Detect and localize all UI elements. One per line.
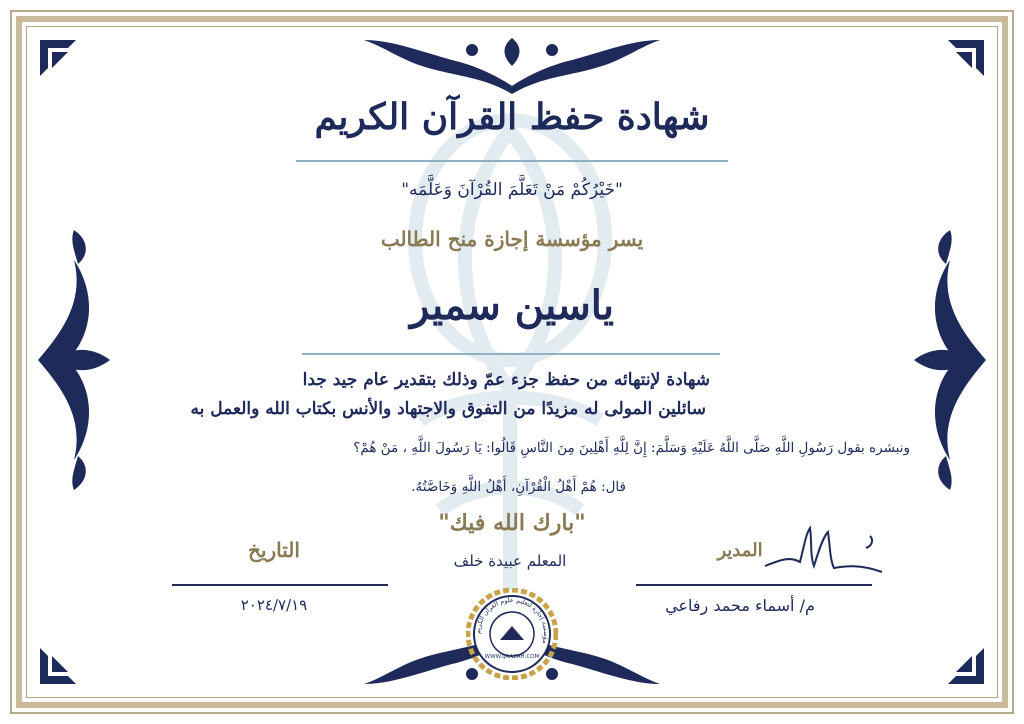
top-ornament xyxy=(362,36,662,98)
institution-seal xyxy=(466,588,558,680)
body-line-1: شهادة لإنتهائه من حفظ جزء عمّ وذلك بتقدير عام جيد جدا xyxy=(302,370,710,390)
side-ornament-left xyxy=(34,220,114,500)
student-name: ياسين سمير xyxy=(409,282,615,329)
body-line-2: سائلين المولى له مزيدًا من التفوق والاجتهاد والأنس بكتاب الله والعمل به xyxy=(190,399,706,419)
seal-ring-text: مؤسسة إجازة لتعليم علوم القرآن الكريم xyxy=(473,595,551,645)
date-label: التاريخ xyxy=(248,538,300,562)
director-line xyxy=(636,584,872,586)
corner-ornament-top-left xyxy=(38,38,78,78)
hadith-line-2: قال: هُمْ أَهْلُ الْقُرْآنِ، أَهْلُ اللَّهِ وَخَاصَّتُهُ. xyxy=(411,479,626,495)
hadith-line-1: ونبشره بقول رَسُولِ اللَّهِ صَلَّى اللَّهُ عَلَيْهِ وَسَلَّمَ: إِنَّ لِلَّهِ أَهْلِينَ مِنَ النَّاسِ قَالُوا: يَا رَسُولَ اللَّهِ ، مَنْ هُمْ؟ xyxy=(353,440,910,456)
name-divider xyxy=(302,353,720,355)
director-name: م/ أسماء محمد رفاعي xyxy=(665,596,815,615)
title-divider xyxy=(296,160,728,162)
corner-ornament-bottom-left xyxy=(38,646,78,686)
blessing-text: "بارك الله فيك" xyxy=(438,510,586,536)
side-ornament-right xyxy=(910,220,990,500)
quran-quote: "خَيْرُكُمْ مَنْ تَعَلَّمَ القُرْآنَ وَعَلَّمَه" xyxy=(401,180,623,200)
director-signature xyxy=(760,516,890,586)
date-line xyxy=(172,584,388,586)
certificate-title: شهادة حفظ القرآن الكريم xyxy=(314,96,710,138)
director-label: المدير xyxy=(717,540,763,561)
corner-ornament-bottom-right xyxy=(946,646,986,686)
seal-url: WWW.IJAAZAH.COM xyxy=(484,654,540,660)
corner-ornament-top-right xyxy=(946,38,986,78)
intro-text: يسر مؤسسة إجازة منح الطالب xyxy=(380,227,644,251)
teacher-name: المعلم عبيدة خلف xyxy=(453,552,567,570)
date-value: ٢٠٢٤/٧/١٩ xyxy=(240,596,308,614)
